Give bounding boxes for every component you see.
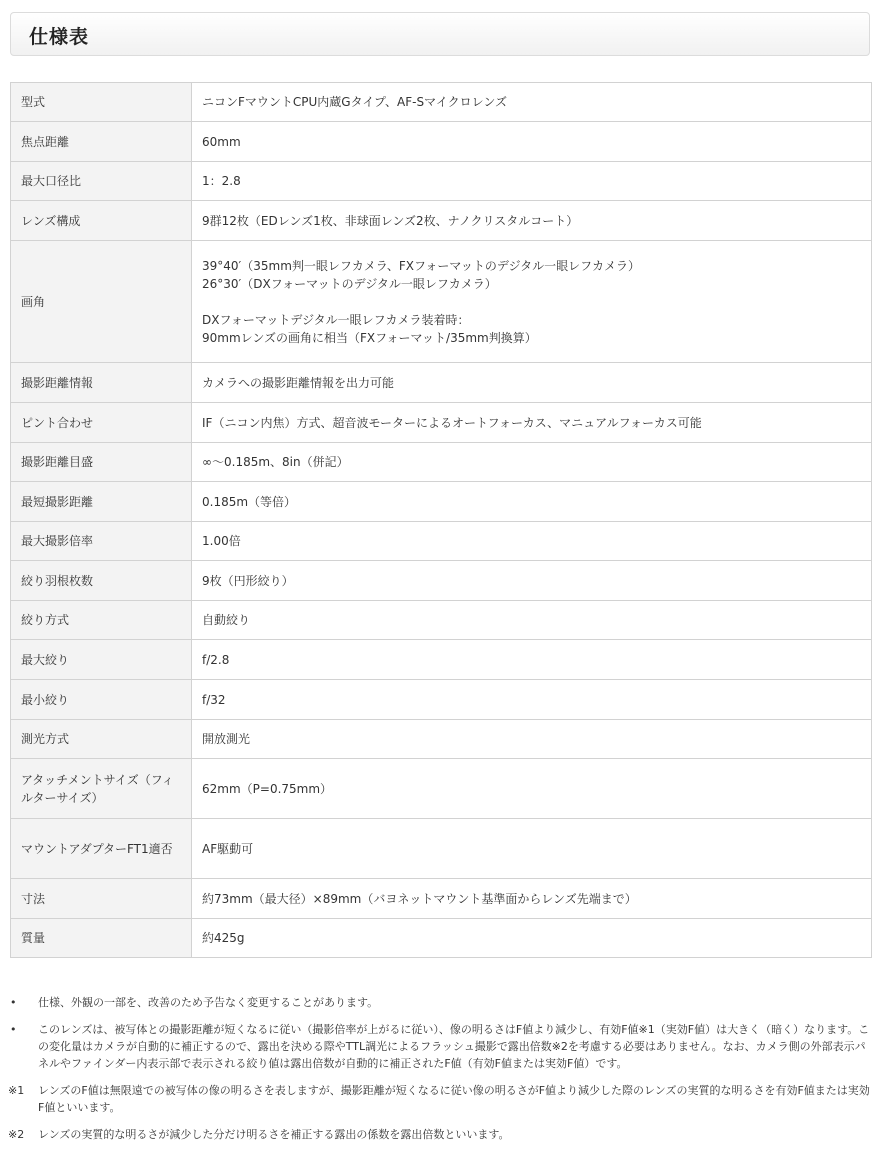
note-item xyxy=(8,1021,872,1072)
spec-value xyxy=(192,363,872,403)
spec-label: 最大口径比 xyxy=(11,162,192,201)
note-marker: • xyxy=(10,1023,17,1036)
spec-row xyxy=(11,482,872,522)
note-marker: • xyxy=(10,996,17,1009)
note-marker: ※1 xyxy=(8,1084,25,1097)
notes-list xyxy=(8,984,872,1143)
spec-value-line: DXフォーマットデジタル一眼レフカメラ装着時： xyxy=(202,312,470,327)
spec-value xyxy=(192,443,872,482)
spec-row xyxy=(11,601,872,640)
spec-label: 画角 xyxy=(11,241,192,363)
spec-value xyxy=(192,601,872,640)
spec-value xyxy=(192,83,872,122)
spec-value xyxy=(192,241,872,363)
spec-row xyxy=(11,919,872,958)
spec-value-line: ∞～0.185m、8in（併記） xyxy=(202,455,349,469)
spec-value xyxy=(192,561,872,601)
spec-row xyxy=(11,561,872,601)
spec-value-line: 90mmレンズの画角に相当（FXフォーマット/35mm判換算） xyxy=(202,330,537,345)
spec-value xyxy=(192,819,872,879)
spec-value-line: 60mm xyxy=(202,134,241,149)
spec-value-line: 1：2.8 xyxy=(202,174,241,188)
spec-row xyxy=(11,680,872,720)
spec-label: アタッチメントサイズ（フィルターサイズ） xyxy=(11,759,192,819)
spec-value-line: 26°30′（DXフォーマットのデジタル一眼レフカメラ） xyxy=(202,276,497,291)
spec-value-line: 39°40′（35mm判一眼レフカメラ、FXフォーマットのデジタル一眼レフカメラ） xyxy=(202,258,641,273)
spec-label: 最大撮影倍率 xyxy=(11,522,192,561)
spec-value-line: 9群12枚（EDレンズ1枚、非球面レンズ2枚、ナノクリスタルコート） xyxy=(202,213,579,228)
spec-value xyxy=(192,879,872,919)
spec-label: 寸法 xyxy=(11,879,192,919)
spec-value xyxy=(192,759,872,819)
spec-row xyxy=(11,640,872,680)
spec-row xyxy=(11,522,872,561)
spec-label: レンズ構成 xyxy=(11,201,192,241)
spec-value-line: f/2.8 xyxy=(202,652,230,667)
spec-value-line: 1.00倍 xyxy=(202,534,241,548)
spec-label: ピント合わせ xyxy=(11,403,192,443)
spec-row xyxy=(11,363,872,403)
spec-value-line: ニコンFマウントCPU内蔵Gタイプ、AF-Sマイクロレンズ xyxy=(202,95,507,109)
spec-row xyxy=(11,879,872,919)
spec-label: 最大絞り xyxy=(11,640,192,680)
note-marker: ※2 xyxy=(8,1128,25,1141)
spec-row xyxy=(11,122,872,162)
spec-label: 最短撮影距離 xyxy=(11,482,192,522)
note-text: 仕様、外観の一部を、改善のため予告なく変更することがあります。 xyxy=(38,996,379,1009)
spec-label: マウントアダプターFT1適否 xyxy=(11,819,192,879)
spec-value xyxy=(192,201,872,241)
section-header xyxy=(10,12,870,56)
spec-value xyxy=(192,522,872,561)
spec-value-line xyxy=(202,293,861,311)
spec-value xyxy=(192,919,872,958)
spec-value-line: 開放測光 xyxy=(202,732,251,746)
spec-value xyxy=(192,162,872,201)
spec-value-line: IF（ニコン内焦）方式、超音波モーターによるオートフォーカス、マニュアルフォーカス可能 xyxy=(202,415,702,430)
spec-value-line: AF駆動可 xyxy=(202,841,254,856)
spec-row xyxy=(11,201,872,241)
spec-label: 測光方式 xyxy=(11,720,192,759)
spec-value-line: 0.185m（等倍） xyxy=(202,494,297,509)
spec-label: 型式 xyxy=(11,83,192,122)
note-item xyxy=(8,994,872,1011)
note-item xyxy=(8,1082,872,1116)
spec-label: 絞り羽根枚数 xyxy=(11,561,192,601)
spec-label: 撮影距離情報 xyxy=(11,363,192,403)
spec-value-line: カメラへの撮影距離情報を出力可能 xyxy=(202,375,395,390)
note-text: このレンズは、被写体との撮影距離が短くなるに従い（撮影倍率が上がるに従い）、像の明るさはF値より減少し、有効F値※1（実効F値）は大きく（暗く）なります。この変化量はカメラが自動的に補正するので、露出を決める際やTTL調光によるフラッシュ撮影で露出倍数※2を考慮する必要はありません。なお、カメラ側の外部表示パネルやファインダー内表示部で表示される絞り値は露出倍数が自動的に補正されたF値（有効F値または実効F値）です。 xyxy=(38,1023,870,1070)
note-text: レンズのF値は無限遠での被写体の像の明るさを表しますが、撮影距離が短くなるに従い像の明るさがF値より減少した際のレンズの実質的な明るさを有効F値または実効F値といいます。 xyxy=(38,1084,870,1114)
spec-row xyxy=(11,403,872,443)
spec-value-line: 約73mm（最大径）×89mm（バヨネットマウント基準面からレンズ先端まで） xyxy=(202,891,637,906)
spec-row xyxy=(11,443,872,482)
spec-value-line: 自動絞り xyxy=(202,613,251,627)
spec-value-line: 約425g xyxy=(202,931,245,945)
spec-value xyxy=(192,122,872,162)
spec-row xyxy=(11,720,872,759)
spec-value xyxy=(192,680,872,720)
note-item xyxy=(8,1126,872,1143)
spec-value xyxy=(192,482,872,522)
spec-value xyxy=(192,720,872,759)
spec-value xyxy=(192,403,872,443)
spec-value-line: 62mm（P=0.75mm） xyxy=(202,781,333,796)
spec-value xyxy=(192,640,872,680)
spec-label: 焦点距離 xyxy=(11,122,192,162)
note-text: レンズの実質的な明るさが減少した分だけ明るさを補正する露出の係数を露出倍数といいます。 xyxy=(38,1128,510,1141)
spec-row xyxy=(11,162,872,201)
spec-table xyxy=(10,82,872,958)
spec-row xyxy=(11,83,872,122)
page-title: 仕様表 xyxy=(29,26,90,48)
spec-row xyxy=(11,819,872,879)
spec-value-line: f/32 xyxy=(202,692,226,707)
spec-value-line: 9枚（円形絞り） xyxy=(202,573,294,588)
spec-label: 最小絞り xyxy=(11,680,192,720)
spec-row xyxy=(11,759,872,819)
spec-label: 質量 xyxy=(11,919,192,958)
spec-row xyxy=(11,241,872,363)
spec-label: 絞り方式 xyxy=(11,601,192,640)
spec-label: 撮影距離目盛 xyxy=(11,443,192,482)
